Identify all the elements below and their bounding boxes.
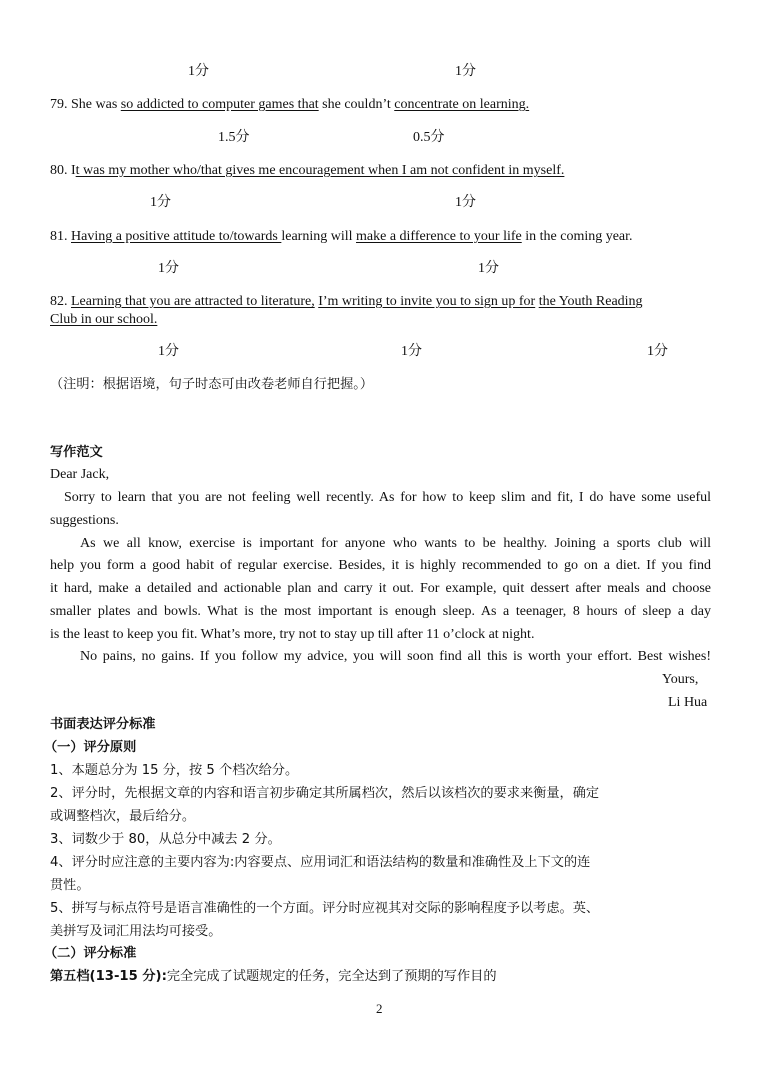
score-82-1: 1分 xyxy=(158,344,179,359)
rule-5-line-2: 美拼写及词汇用法均可接受。 xyxy=(50,924,222,939)
key-phrase: Learning that you are attracted to literature, xyxy=(71,294,315,309)
rule-2-line-1: 2、评分时，先根据文章的内容和语言初步确定其所属档次，然后以该档次的要求来衡量，确定 xyxy=(50,786,600,801)
rule-2-line-2: 或调整档次，最后给分。 xyxy=(50,809,196,824)
score-80-1: 1分 xyxy=(150,195,171,210)
essay-paragraph-2-line-4: smaller plates and bowls. What is the most important is enough sleep. As a teenager, 8 hours of sleep a day xyxy=(50,604,711,619)
score-79-2: 0.5分 xyxy=(413,130,445,145)
key-phrase: Club in our school. xyxy=(50,312,158,327)
essay-paragraph-2-line-3: it hard, make a detailed and actionable plan and carry it out. For example, quit dessert after meals and choose xyxy=(50,581,711,596)
key-phrase: concentrate on learning. xyxy=(394,97,530,112)
tier-5-text: 完全完成了试题规定的任务，完全达到了预期的写作目的 xyxy=(166,969,497,984)
essay-salutation: Dear Jack, xyxy=(50,467,110,482)
answer-number: 82. xyxy=(50,294,71,309)
score-78-1: 1分 xyxy=(188,64,209,79)
essay-heading: 写作范文 xyxy=(50,445,103,460)
essay-paragraph-2-line-1: As we all know, exercise is important for anyone who wants to be healthy. Joining a sports club will xyxy=(80,536,711,551)
essay-paragraph-2-line-5: is the least to keep you fit. What’s more, try not to stay up till after 11 o’clock at night. xyxy=(50,627,535,642)
key-phrase: Having a positive attitude to/towards xyxy=(71,229,282,244)
score-82-2: 1分 xyxy=(401,344,422,359)
key-phrase: so addicted to computer games that xyxy=(120,97,319,112)
score-80-2: 1分 xyxy=(455,195,476,210)
key-phrase: make a difference to your life xyxy=(356,229,522,244)
essay-paragraph-2-line-2: help you form a good habit of regular exercise. Besides, it is highly recommended to go on a diet. If you find xyxy=(50,558,711,573)
key-phrase: t was my mother who/that gives me encouragement when I am not confident in myself. xyxy=(75,163,565,178)
answer-number: 81. xyxy=(50,229,71,244)
tier-5-label: 第五档(13-15 分): xyxy=(50,969,167,984)
rule-1: 1、本题总分为 15 分，按 5 个档次给分。 xyxy=(50,763,299,778)
rule-4-line-2: 贯性。 xyxy=(50,878,90,893)
score-79-1: 1.5分 xyxy=(218,130,250,145)
rule-4-line-1: 4、评分时应注意的主要内容为:内容要点、应用词汇和语法结构的数量和准确性及上下文的连 xyxy=(50,855,591,870)
page-number: 2 xyxy=(376,1001,383,1016)
answer-80 xyxy=(50,162,564,180)
answer-text: She was xyxy=(71,97,121,112)
criteria-section-2: （二）评分标准 xyxy=(44,946,137,961)
rule-3: 3、词数少于 80，从总分中减去 2 分。 xyxy=(50,832,281,847)
essay-paragraph-3: No pains, no gains. If you follow my advice, you will soon find all this is worth your effort. Best wishes! xyxy=(80,649,711,664)
answer-number: 79. xyxy=(50,97,71,112)
answer-text: in the coming year. xyxy=(521,229,633,244)
rule-5-line-1: 5、拼写与标点符号是语言准确性的一个方面。评分时应视其对交际的影响程度予以考虑。英、 xyxy=(50,901,600,916)
answer-82 xyxy=(50,293,643,311)
answer-79 xyxy=(50,96,529,114)
key-phrase: I’m writing to invite you to sign up for xyxy=(318,294,536,309)
answer-number: 80. I xyxy=(50,163,76,178)
essay-closing: Yours, xyxy=(662,672,699,687)
score-82-3: 1分 xyxy=(647,344,668,359)
answer-82-cont xyxy=(50,311,157,329)
essay-paragraph-1-line-2: suggestions. xyxy=(50,513,119,528)
score-81-1: 1分 xyxy=(158,261,179,276)
criteria-section-1: （一）评分原则 xyxy=(44,740,137,755)
essay-signature: Li Hua xyxy=(668,695,708,710)
grading-note: （注明：根据语境，句子时态可由改卷老师自行把握。） xyxy=(50,377,374,392)
answer-81 xyxy=(50,228,633,246)
answer-text: learning will xyxy=(281,229,357,244)
tier-5 xyxy=(50,968,497,986)
score-78-2: 1分 xyxy=(455,64,476,79)
key-phrase: the Youth Reading xyxy=(538,294,643,309)
criteria-heading: 书面表达评分标准 xyxy=(50,717,156,732)
score-81-2: 1分 xyxy=(478,261,499,276)
essay-paragraph-1-line-1: Sorry to learn that you are not feeling well recently. As for how to keep slim and fit, I do have some useful xyxy=(64,490,711,505)
answer-text: she couldn’t xyxy=(318,97,395,112)
